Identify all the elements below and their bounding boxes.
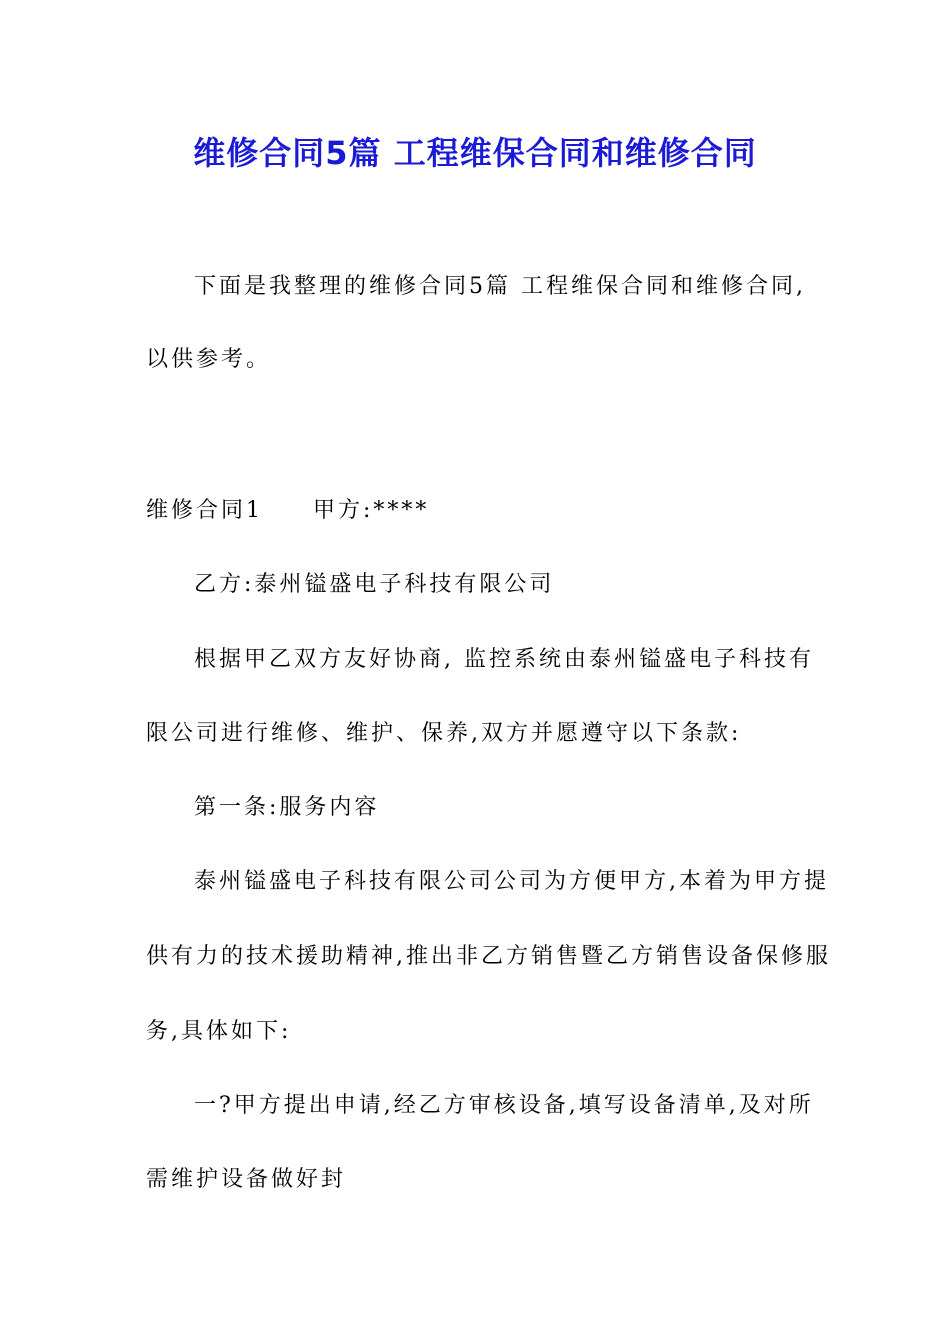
- contract-label: 维修合同1: [146, 498, 263, 523]
- basis-line-2: 限公司进行维修、维护、保养,双方并愿遵守以下条款:: [146, 721, 742, 746]
- document-title: 维修合同5篇 工程维保合同和维修合同: [193, 134, 757, 172]
- contract-header-line: [146, 496, 429, 526]
- article1-line-1: 泰州镒盛电子科技有限公司公司为方便甲方,本着为甲方提: [194, 869, 829, 894]
- article1-line-2: 供有力的技术援助精神,推出非乙方销售暨乙方销售设备保修服: [146, 944, 831, 969]
- basis-line-1: 根据甲乙双方友好协商, 监控系统由泰州镒盛电子科技有: [194, 647, 814, 672]
- party-b: 乙方:泰州镒盛电子科技有限公司: [194, 572, 555, 597]
- article1-line-3: 务,具体如下:: [146, 1019, 292, 1044]
- intro-line-1: 下面是我整理的维修合同5篇 工程维保合同和维修合同,: [194, 274, 806, 299]
- intro-line-2: 以供参考。: [146, 347, 272, 372]
- party-a: 甲方:****: [313, 498, 430, 523]
- item1-line-2: 需维护设备做好封: [146, 1167, 347, 1192]
- item1-line-1: 一?甲方提出申请,经乙方审核设备,填写设备清单,及对所: [194, 1093, 814, 1118]
- article1-heading: 第一条:服务内容: [194, 795, 380, 820]
